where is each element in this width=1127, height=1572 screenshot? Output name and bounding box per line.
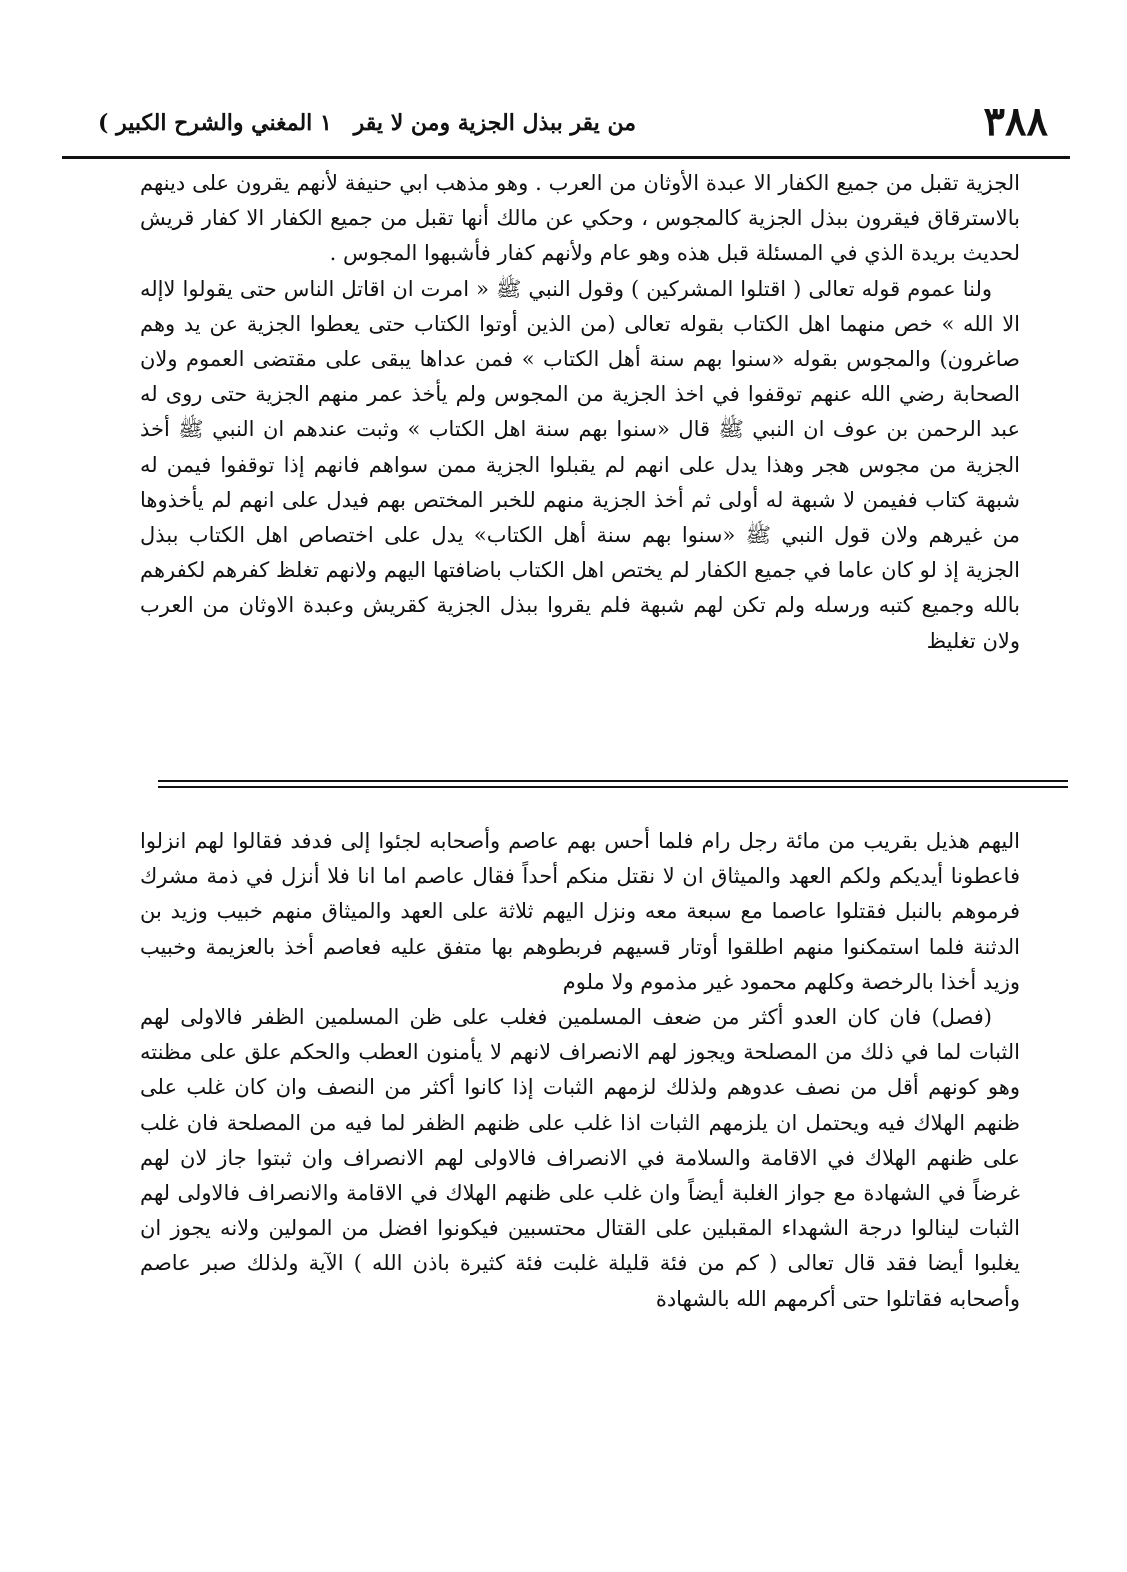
page-header [66,96,1066,156]
paragraph: الجزية تقبل من جميع الكفار الا عبدة الأوثان من العرب . وهو مذهب ابي حنيفة لأنهم يقرون على دينهم بالاسترقاق فيقرون ببذل الجزية كالمجوس ، وحكي عن مالك أنها تقبل من جميع الكفار الا كفار قريش لحديث بريدة الذي في المسئلة قبل هذه وهو عام ولأنهم كفار فأشبهوا المجوس . [140,171,1020,266]
mughni-text-section [140,824,1020,1317]
paragraph: ولنا عموم قوله تعالى ( اقتلوا المشركين ) وقول النبي ﷺ « امرت ان اقاتل الناس حتى يقولوا لاإله الا الله » خص منهما اهل الكتاب بقوله تعالى (من الذين أوتوا الكتاب حتى يعطوا الجزية عن يد وهم صاغرون) والمجوس بقوله «سنوا بهم سنة أهل الكتاب » فمن عداها يبقى على مقتضى العموم ولان الصحابة رضي الله عنهم توقفوا في اخذ الجزية من المجوس ولم يأخذ عمر منهم الجزية حتى روى له عبد الرحمن بن عوف ان النبي ﷺ قال «سنوا بهم سنة اهل الكتاب » وثبت عندهم ان النبي ﷺ أخذ الجزية من مجوس هجر وهذا يدل على انهم لم يقبلوا الجزية ممن سواهم فانهم إذا توقفوا فيمن له شبهة كتاب ففيمن لا شبهة له أولى ثم أخذ الجزية منهم للخبر المختص بهم فيدل على انهم لم يأخذوها من غيرهم ولان قول النبي ﷺ «سنوا بهم سنة أهل الكتاب» يدل على اختصاص اهل الكتاب ببذل الجزية إذ لو كان عاما في جميع الكفار لم يختص اهل الكتاب باضافتها اليهم ولانهم تغلظ كفرهم لكفرهم بالله وجميع كتبه ورسله ولم تكن لهم شبهة فلم يقروا ببذل الجزية كقريش وعبدة الاوثان من العرب ولان تغليظ [140,276,1020,653]
section-divider [158,780,1068,788]
sharh-text-section [140,166,1020,659]
header-rule [62,156,1070,159]
page-number: ٣٨٨ [983,98,1048,145]
book-title: ١ المغني والشرح الكبير ) [98,110,332,136]
running-title: من يقر ببذل الجزية ومن لا يقر [353,110,636,136]
paragraph: (فصل) فان كان العدو أكثر من ضعف المسلمين فغلب على ظن المسلمين الظفر فالاولى لهم الثبات لما في ذلك من المصلحة ويجوز لهم الانصراف لانهم لا يأمنون العطب والحكم علق على مظنته وهو كونهم أقل من نصف عدوهم ولذلك لزمهم الثبات إذا كانوا أكثر من النصف وان كان غلب على ظنهم الهلاك فيه ويحتمل ان يلزمهم الثبات اذا غلب على ظنهم الظفر لما فيه من المصلحة فان غلب على ظنهم الهلاك في الاقامة والسلامة في الانصراف فالاولى لهم الانصراف وان ثبتوا جاز لان لهم غرضاً في الشهادة مع جواز الغلبة أيضاً وان غلب على ظنهم الهلاك في الاقامة والانصراف فالاولى لهم الثبات لينالوا درجة الشهداء المقبلين على القتال محتسبين فيكونوا افضل من المولين ولانه يجوز ان يغلبوا أيضا فقد قال تعالى ( كم من فئة قليلة غلبت فئة كثيرة باذن الله ) الآية ولذلك صبر عاصم وأصحابه فقاتلوا حتى أكرمهم الله بالشهادة [140,1005,1020,1311]
paragraph: اليهم هذيل بقريب من مائة رجل رام فلما أحس بهم عاصم وأصحابه لجئوا إلى فدفد فقالوا لهم انزلوا فاعطونا أيديكم ولكم العهد والميثاق ان لا نقتل منكم أحداً فقال عاصم اما انا فلا أنزل في ذمة مشرك فرموهم بالنبل فقتلوا عاصما مع سبعة معه ونزل اليهم ثلاثة على العهد والميثاق منهم خبيب وزيد بن الدثنة فلما استمكنوا منهم اطلقوا أوتار قسيهم فربطوهم بها متفق عليه فعاصم أخذ بالعزيمة وخبيب وزيد أخذا بالرخصة وكلهم محمود غير مذموم ولا ملوم [140,829,1020,994]
